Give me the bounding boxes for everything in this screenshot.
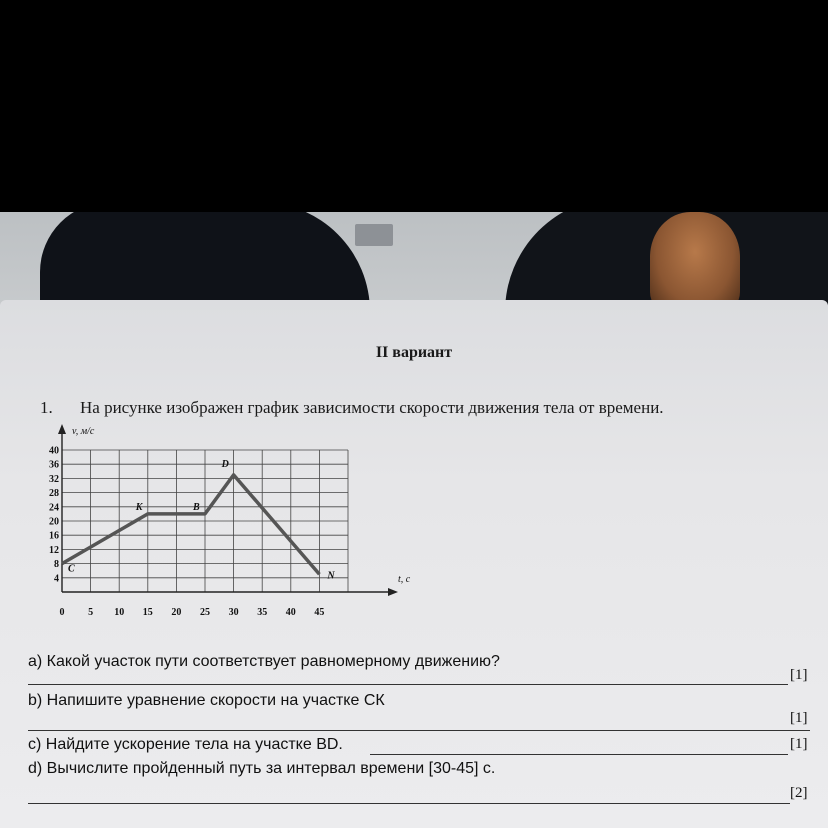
chair-tag [355, 224, 393, 246]
worksheet-paper [0, 300, 828, 828]
x-tick-label: 45 [314, 607, 325, 618]
answer-line-b[interactable] [28, 730, 810, 731]
x-tick-label: 35 [257, 607, 268, 618]
answer-line-c[interactable] [370, 754, 788, 755]
answer-line-d[interactable] [28, 803, 790, 804]
question-c-score: [1] [790, 736, 808, 752]
person-hair [650, 212, 740, 312]
x-axis-label: t, с [398, 574, 411, 585]
x-tick-label: 30 [228, 607, 239, 618]
question-d: d) Вычислите пройденный путь за интервал времени [30-45] с. [28, 760, 496, 777]
x-tick-label: 40 [285, 607, 296, 618]
y-tick-label: 4 [54, 573, 59, 585]
x-tick-label: 20 [171, 607, 182, 618]
x-axis-arrow [388, 588, 398, 596]
x-tick-label: 25 [200, 607, 210, 618]
y-tick-label: 40 [49, 445, 59, 457]
y-axis-label: v, м/с [72, 426, 95, 437]
answer-line-a[interactable] [28, 684, 788, 685]
point-label-b: B [193, 501, 200, 513]
x-tick-label: 15 [142, 607, 153, 618]
velocity-line [62, 475, 319, 574]
velocity-time-chart [30, 422, 430, 622]
y-axis-arrow [58, 424, 66, 434]
question-a-score: [1] [790, 667, 808, 683]
chart-point-labels [68, 459, 335, 581]
y-tick-label: 20 [49, 516, 59, 528]
task-number: 1. [40, 398, 53, 417]
point-label-k: K [135, 501, 143, 513]
point-label-n: N [327, 570, 335, 582]
y-tick-label: 8 [54, 559, 59, 571]
chart-grid [62, 450, 348, 592]
x-tick-label: 10 [114, 607, 125, 618]
x-tick-label: 0 [59, 607, 65, 618]
y-tick-label: 28 [49, 488, 59, 500]
black-top-area [0, 0, 828, 212]
question-d-score: [2] [790, 785, 808, 801]
y-tick-label: 24 [49, 502, 59, 514]
point-label-d: D [221, 458, 229, 470]
question-a: a) Какой участок пути соответствует равномерному движению? [28, 653, 500, 670]
y-tick-label: 36 [49, 459, 59, 471]
question-b-score: [1] [790, 710, 808, 726]
y-tick-label: 32 [49, 473, 59, 485]
chart-series [62, 475, 319, 574]
x-tick-label: 5 [88, 607, 94, 618]
task-text: На рисунке изображен график зависимости скорости движения тела от времени. [80, 398, 664, 417]
y-tick-label: 16 [49, 530, 59, 542]
question-c: c) Найдите ускорение тела на участке BD. [28, 736, 343, 753]
y-tick-label: 12 [49, 544, 59, 556]
point-label-c: C [68, 563, 75, 575]
question-b: b) Напишите уравнение скорости на участке СК [28, 692, 385, 709]
variant-title: II вариант [375, 344, 453, 361]
chair-back-left [40, 212, 370, 312]
